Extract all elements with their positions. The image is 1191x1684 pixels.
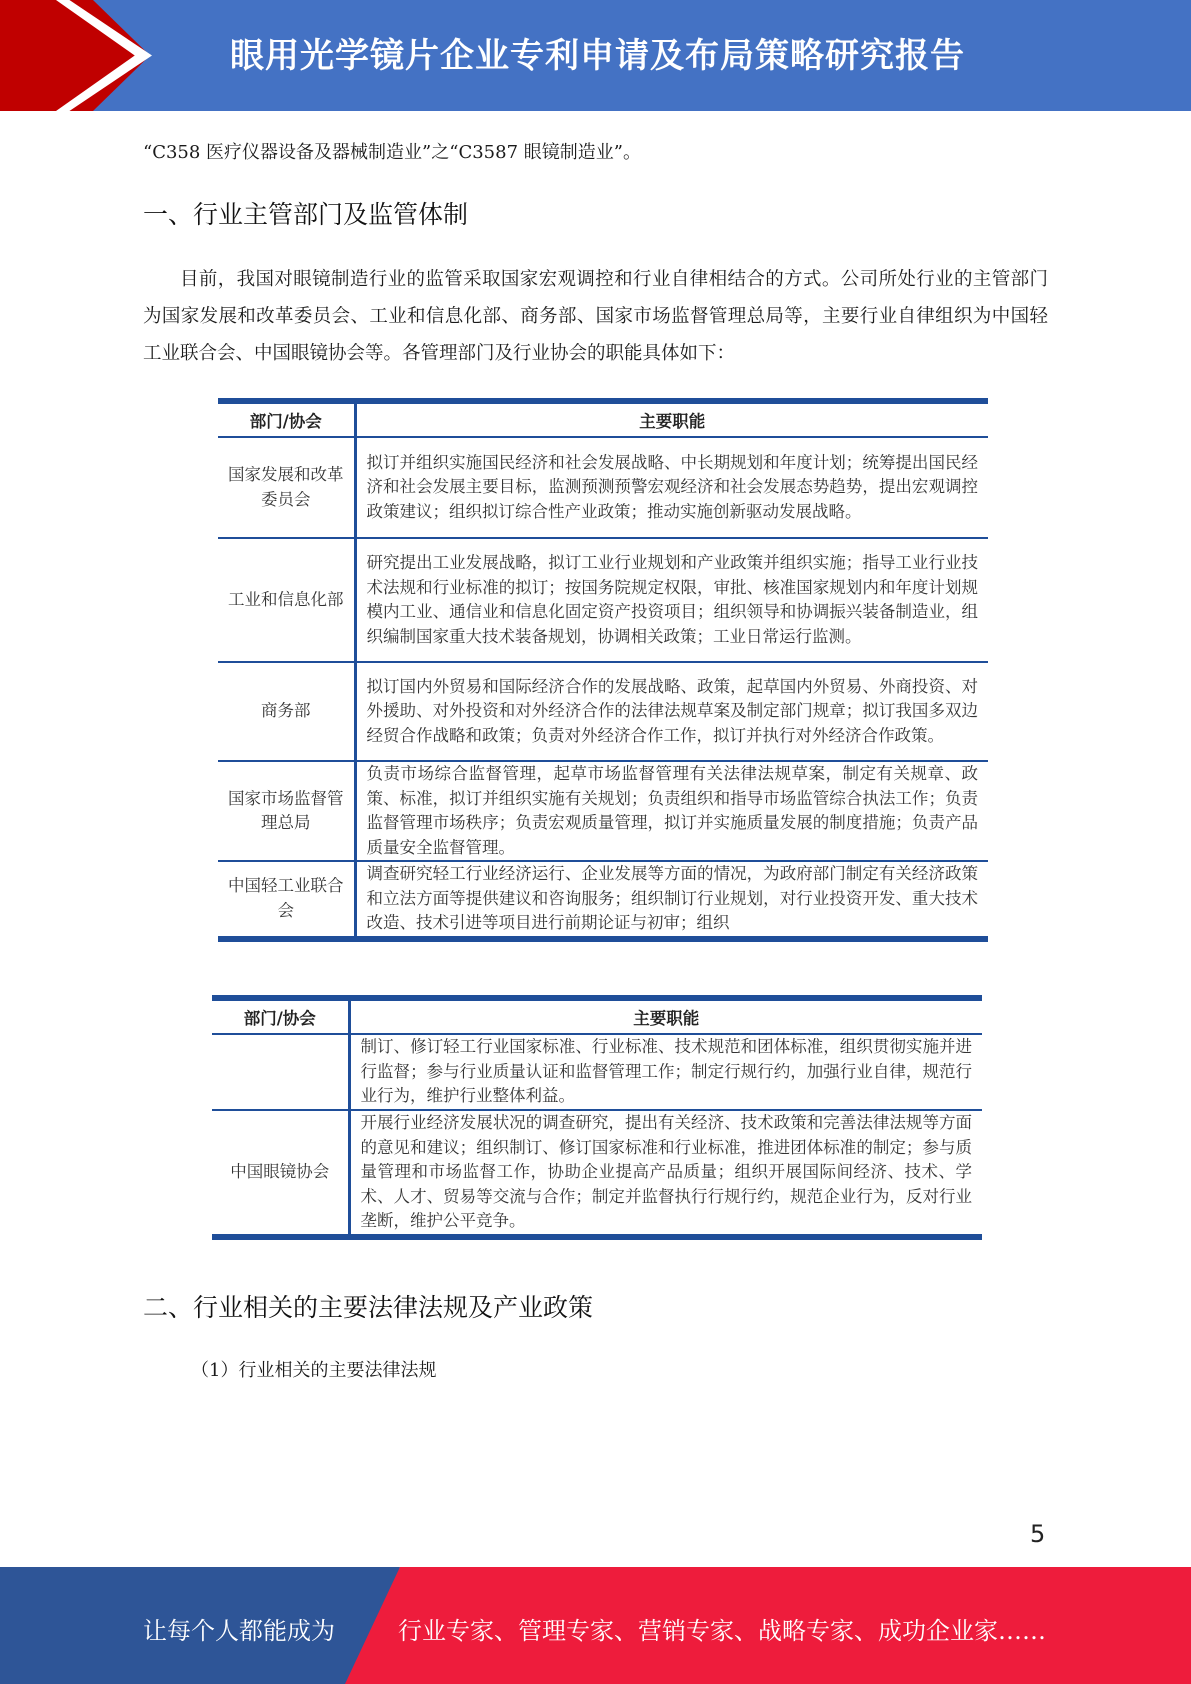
table-row — [218, 662, 988, 761]
table-row — [218, 861, 988, 939]
table-header-dept: 部门/协会 — [218, 401, 355, 437]
section-heading-2: 二、行业相关的主要法律法规及产业政策 — [143, 1293, 594, 1322]
func-cell: 开展行业经济发展状况的调查研究，提出有关经济、技术政策和完善法律法规等方面的意见和建议；组织制订、修订国家标准和行业标准，推进团体标准的制定；参与质量管理和市场监督工作，协助企业提高产品质量；组织开展国际间经济、技术、学术、人才、贸易等交流与合作；制定并监督执行行规行约，规范企业行为，反对行业垄断，维护公平竞争。 — [360, 1113, 972, 1230]
header-red-arrow — [0, 0, 150, 111]
page-header — [0, 0, 1191, 111]
dept-cell: 中国眼镜协会 — [212, 1110, 349, 1237]
dept-cell — [212, 1034, 349, 1110]
func-cell: 拟订并组织实施国民经济和社会发展战略、中长期规划和年度计划；统筹提出国民经济和社会发展主要目标，监测预测预警宏观经济和社会发展态势趋势，提出宏观调控政策建议；组织拟订综合性产业政策；推动实施创新驱动发展战略。 — [355, 437, 988, 538]
section-heading-1: 一、行业主管部门及监管体制 — [143, 200, 469, 229]
table-header-func: 主要职能 — [349, 998, 982, 1034]
section-paragraph-1: 目前，我国对眼镜制造行业的监管采取国家宏观调控和行业自律相结合的方式。公司所处行业的主管部门为国家发展和改革委员会、工业和信息化部、商务部、国家市场监督管理总局等，主要行业自律组织为中国轻工业联合会、中国眼镜协会等。各管理部门及行业协会的职能具体如下： — [143, 269, 1048, 364]
function-table-2 — [212, 995, 982, 1240]
table-row — [212, 1110, 982, 1237]
table-row — [212, 1034, 982, 1110]
dept-cell: 中国轻工业联合会 — [218, 861, 355, 939]
intro-line: “C358 医疗仪器设备及器械制造业”之“C3587 眼镜制造业”。 — [143, 142, 641, 163]
func-cell: 拟订国内外贸易和国际经济合作的发展战略、政策，起草国内外贸易、外商投资、对外援助、对外投资和对外经济合作的法律法规草案及制定部门规章；拟订我国多双边经贸合作战略和政策；负责对外经济合作工作，拟订并执行对外经济合作政策。 — [355, 662, 988, 761]
subsection-heading: （1）行业相关的主要法律法规 — [191, 1360, 437, 1381]
table-row — [218, 437, 988, 538]
func-cell: 调查研究轻工行业经济运行、企业发展等方面的情况，为政府部门制定有关经济政策和立法方面等提供建议和咨询服务；组织制订行业规划，对行业投资开发、重大技术改造、技术引进等项目进行前期论证与初审；组织 — [366, 864, 978, 932]
report-title: 眼用光学镜片企业专利申请及布局策略研究报告 — [230, 36, 965, 76]
page-number: 5 — [1030, 1520, 1046, 1548]
table-row — [218, 761, 988, 861]
func-cell: 研究提出工业发展战略，拟订工业行业规划和产业政策并组织实施；指导工业行业技术法规和行业标准的拟订；按国务院规定权限，审批、核准国家规划内和年度计划规模内工业、通信业和信息化固定资产投资项目；组织领导和协调振兴装备制造业，组织编制国家重大技术装备规划，协调相关政策；工业日常运行监测。 — [355, 538, 988, 662]
function-table-1 — [218, 398, 988, 942]
table-row — [218, 538, 988, 662]
dept-cell: 国家发展和改革委员会 — [218, 437, 355, 538]
dept-cell: 商务部 — [218, 662, 355, 761]
dept-cell: 国家市场监督管理总局 — [218, 761, 355, 861]
func-cell: 负责市场综合监督管理，起草市场监督管理有关法律法规草案，制定有关规章、政策、标准，拟订并组织实施有关规划；负责组织和指导市场监管综合执法工作；负责监督管理市场秩序；负责宏观质量管理，拟订并实施质量发展的制度措施；负责产品质量安全监督管理。 — [355, 761, 988, 861]
footer-slogan-right: 行业专家、管理专家、营销专家、战略专家、成功企业家…… — [398, 1617, 1046, 1645]
footer-slogan-left: 让每个人都能成为 — [143, 1617, 335, 1645]
dept-cell: 工业和信息化部 — [218, 538, 355, 662]
table-header-dept: 部门/协会 — [212, 998, 349, 1034]
page-footer — [0, 1567, 1191, 1684]
table-header-func: 主要职能 — [355, 401, 988, 437]
func-cell: 制订、修订轻工行业国家标准、行业标准、技术规范和团体标准，组织贯彻实施并进行监督；参与行业质量认证和监督管理工作；制定行规行约，加强行业自律，规范行业行为，维护行业整体利益。 — [349, 1034, 982, 1110]
